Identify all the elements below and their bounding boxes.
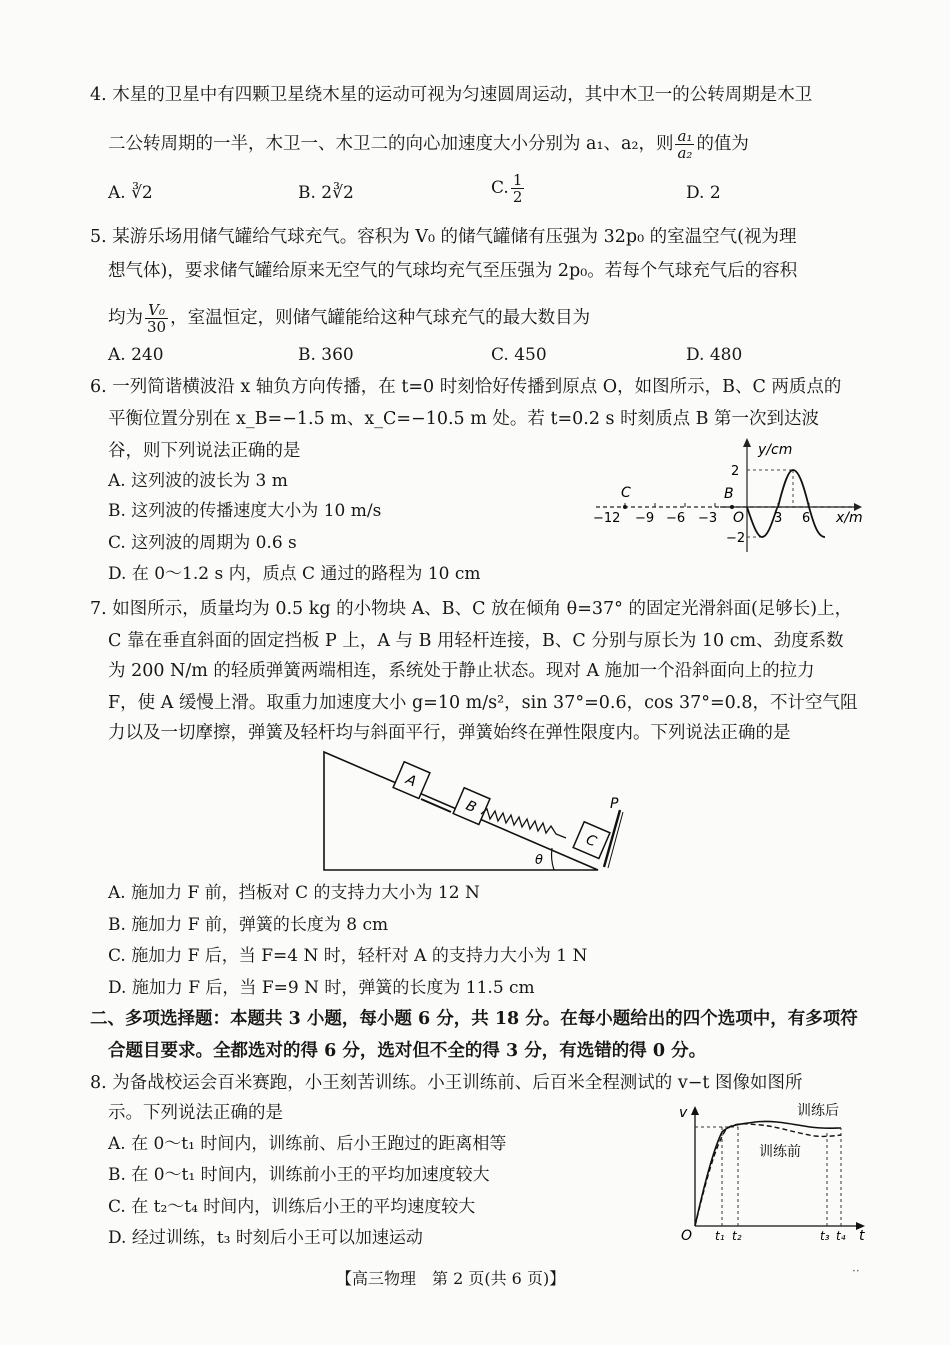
q4-ratio-numerator: a₁: [677, 127, 693, 145]
q8-v-label: v: [679, 1105, 688, 1121]
q8-t3-label: t₃: [820, 1229, 830, 1242]
q6-tick-label: −9: [635, 511, 655, 526]
q4-line2-pre: 二公转周期的一半，木卫一、木卫二的向心加速度大小分别为 a₁、a₂，则: [108, 134, 674, 154]
q6-tick-label: −6: [666, 511, 686, 526]
q6-y-arrow-icon: [743, 438, 751, 447]
q7-option-c: C. 施加力 F 后，当 F=4 N 时，轻杆对 A 的支持力大小为 1 N: [108, 946, 588, 966]
q8-vt-figure: [675, 1100, 875, 1242]
q7-line1: 7. 如图所示，质量均为 0.5 kg 的小物块 A、B、C 放在倾角 θ=37° 的固定光滑斜面(足够长)上，: [90, 599, 853, 619]
q4-ratio-fraction: [675, 128, 694, 161]
q6-tick-label: 3: [774, 511, 783, 526]
q4-option-c-label: C.: [491, 178, 509, 198]
q4-option-b: B. 2∛2: [298, 183, 354, 203]
footer-mark: ··: [852, 1264, 860, 1278]
q7-label-a: A: [403, 771, 419, 791]
q8-t2-label: t₂: [732, 1229, 742, 1242]
q8-option-c: C. 在 t₂～t₄ 时间内，训练后小王的平均速度较大: [108, 1197, 476, 1217]
q5-line3-pre: 均为: [108, 308, 143, 328]
q5-option-a: A. 240: [108, 345, 164, 365]
page-footer: 【高三物理 第 2 页(共 6 页)】: [336, 1269, 566, 1288]
q6-origin-label: O: [733, 510, 745, 526]
q7-option-a: A. 施加力 F 前，挡板对 C 的支持力大小为 12 N: [108, 883, 480, 903]
q6-option-a: A. 这列波的波长为 3 m: [108, 471, 288, 491]
q7-line2: C 靠在垂直斜面的固定挡板 P 上，A 与 B 用轻杆连接，B、C 分别与原长为 10 cm、劲度系数: [108, 631, 844, 651]
q5-option-c: C. 450: [491, 345, 547, 365]
q6-option-c: C. 这列波的周期为 0.6 s: [108, 533, 297, 553]
q5-line3-post: ，室温恒定，则储气罐能给这种气球充气的最大数目为: [170, 308, 591, 328]
q6-tick-label: −12: [593, 511, 621, 526]
q4-option-a: A. ∛2: [108, 183, 153, 203]
q6-point-b: [730, 505, 734, 509]
q8-option-b: B. 在 0～t₁ 时间内，训练前小王的平均加速度较大: [108, 1165, 490, 1185]
q6-label-c: C: [621, 485, 631, 501]
q6-x-label: x/m: [836, 510, 863, 526]
q8-line1: 8. 为备战校运会百米赛跑，小王刻苦训练。小王训练前、后百米全程测试的 v−t 图像如图所: [90, 1073, 803, 1093]
q8-t1-label: t₁: [715, 1229, 725, 1242]
q6-wave-figure: [590, 430, 880, 560]
q5-volume-denominator: 30: [147, 318, 167, 336]
q6-line1: 6. 一列简谐横波沿 x 轴负方向传播，在 t=0 时刻恰好传播到原点 O，如图所示，B、C 两质点的: [90, 377, 842, 397]
q7-label-p: P: [610, 796, 619, 812]
q6-line2: 平衡位置分别在 x_B=−1.5 m、x_C=−10.5 m 处。若 t=0.2 s 时刻质点 B 第一次到达波: [108, 409, 820, 429]
q6-tick-label: 6: [802, 511, 811, 526]
q5-line1: 5. 某游乐场用储气罐给气球充气。容积为 V₀ 的储气罐储有压强为 32p₀ 的室温空气(视为理: [90, 227, 797, 247]
q7-option-b: B. 施加力 F 前，弹簧的长度为 8 cm: [108, 915, 389, 935]
q8-t4-label: t₄: [836, 1229, 846, 1242]
q4-line2-post: 的值为: [696, 134, 749, 154]
q6-option-b: B. 这列波的传播速度大小为 10 m/s: [108, 501, 382, 521]
q4-line1: 4. 木星的卫星中有四颗卫星绕木星的运动可视为匀速圆周运动，其中木卫一的公转周期是木卫: [90, 85, 813, 105]
q4-line2: [108, 128, 749, 161]
q8-option-a: A. 在 0～t₁ 时间内，训练前、后小王跑过的距离相等: [108, 1134, 507, 1154]
q7-line3: 为 200 N/m 的轻质弹簧两端相连，系统处于静止状态。现对 A 施加一个沿斜面向上的拉力: [108, 661, 815, 681]
q5-line2: 想气体)，要求储气罐给原来无空气的气球均充气至压强为 2p₀。若每个气球充气后的容积: [108, 261, 798, 281]
q7-option-d: D. 施加力 F 后，当 F=9 N 时，弹簧的长度为 11.5 cm: [108, 978, 535, 998]
q5-volume-numerator: V₀: [145, 302, 168, 319]
q6-y-label: y/cm: [758, 442, 793, 458]
q8-t-label: t: [859, 1228, 865, 1242]
section2-heading-line1: 二、多项选择题：本题共 3 小题，每小题 6 分，共 18 分。在每小题给出的四个选项中，有多项符: [90, 1009, 858, 1029]
q5-line3: [108, 302, 590, 335]
q7-spring: [481, 809, 566, 838]
q8-after-curve: [695, 1121, 841, 1226]
section2-heading-line2: 合题目要求。全都选对的得 6 分，选对但不全的得 3 分，有选错的得 0 分。: [108, 1041, 707, 1061]
q8-before-label: 训练前: [759, 1144, 801, 1160]
q7-line5: 力以及一切摩擦，弹簧及轻杆均与斜面平行，弹簧始终在弹性限度内。下列说法正确的是: [108, 723, 791, 743]
q5-volume-fraction: [145, 302, 168, 335]
q7-line4: F，使 A 缓慢上滑。取重力加速度大小 g=10 m/s²，sin 37°=0.6，cos 37°=0.8，不计空气阻: [108, 693, 858, 713]
q6-point-c: [623, 505, 627, 509]
q6-option-d: D. 在 0～1.2 s 内，质点 C 通过的路程为 10 cm: [108, 564, 481, 584]
q7-label-c: C: [583, 831, 599, 851]
q4-option-c-numerator: 1: [512, 171, 523, 189]
q4-option-d: D. 2: [686, 183, 721, 203]
q5-option-d: D. 480: [686, 345, 743, 365]
q8-origin-label: O: [681, 1228, 693, 1242]
q6-y-pos-label: 2: [731, 464, 740, 479]
q6-line3: 谷，则下列说法正确的是: [108, 441, 301, 461]
q8-before-curve: [695, 1124, 841, 1226]
q8-line2: 示。下列说法正确的是: [108, 1103, 283, 1123]
q6-y-neg-label: −2: [726, 531, 746, 546]
q5-option-b: B. 360: [298, 345, 354, 365]
q7-theta-label: θ: [535, 853, 543, 868]
q4-option-c-denominator: 2: [512, 188, 523, 206]
q6-label-b: B: [724, 486, 734, 502]
q4-option-c-fraction: [511, 172, 525, 205]
q7-incline-figure: [320, 748, 640, 876]
q4-ratio-denominator: a₂: [677, 144, 693, 162]
q6-wave-curve: [747, 470, 825, 537]
q4-option-c: [491, 172, 526, 205]
q8-option-d: D. 经过训练，t₃ 时刻后小王可以加速运动: [108, 1228, 423, 1248]
q8-after-label: 训练后: [797, 1103, 839, 1119]
q8-v-arrow-icon: [691, 1106, 699, 1115]
q7-label-b: B: [463, 797, 479, 817]
q6-tick-label: −3: [698, 511, 718, 526]
